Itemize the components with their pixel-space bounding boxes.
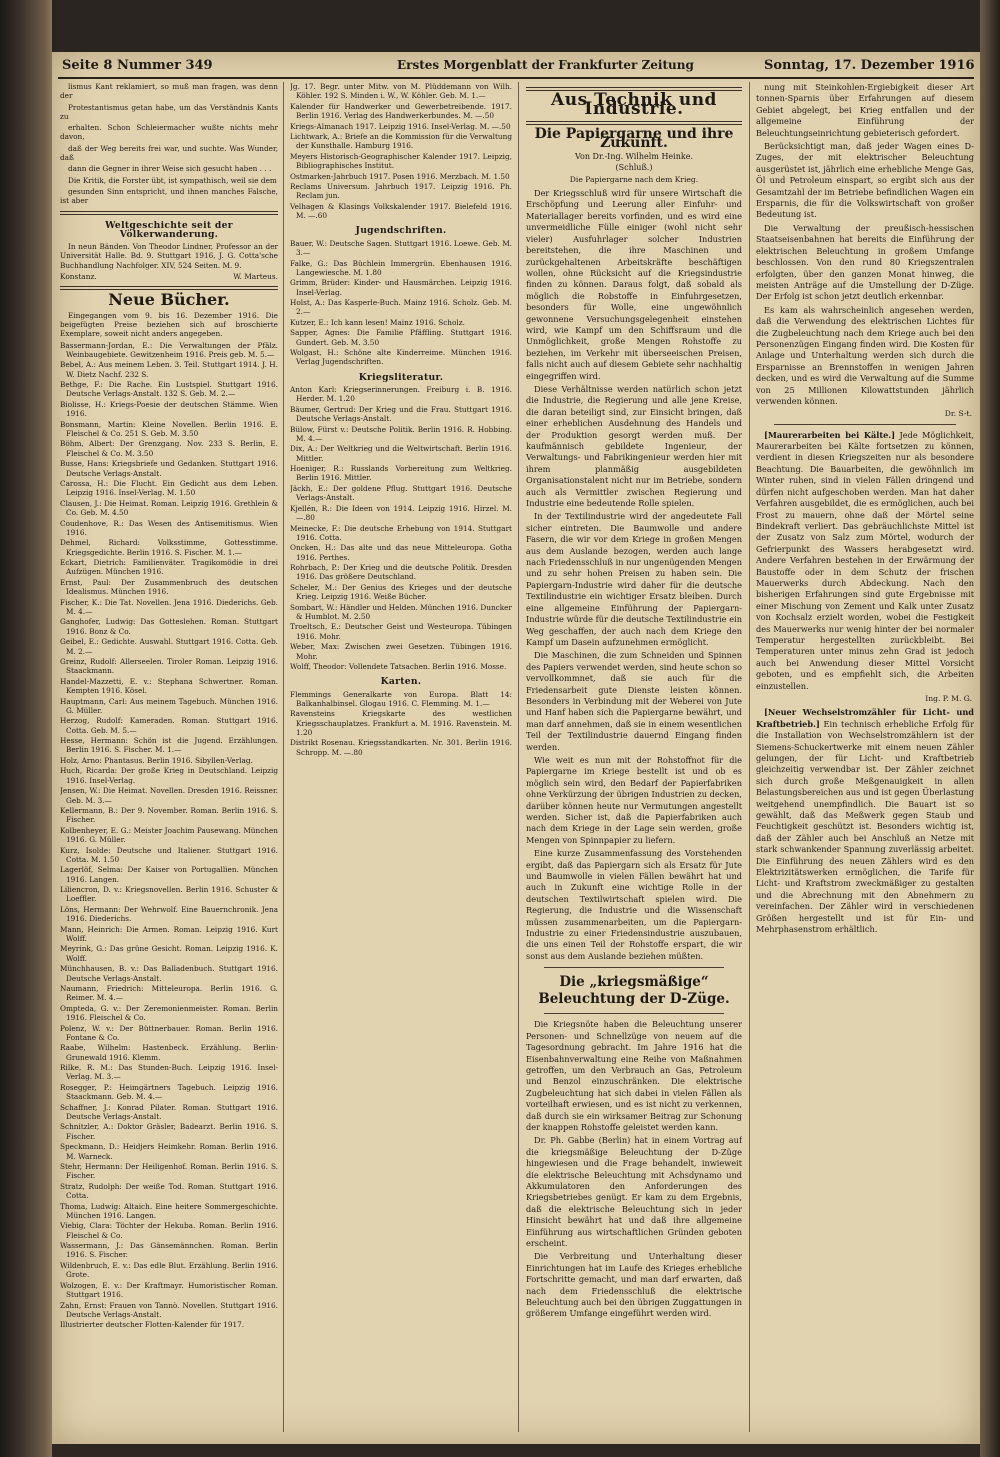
book-entry: Münchhausen, B. v.: Das Balladenbuch. Stuttgart 1916. Deutsche Verlags-Anstalt. <box>60 964 278 983</box>
book-entry: Bauer, W.: Deutsche Sagen. Stuttgart 1916. Loewe. Geb. M. 3.— <box>290 238 512 258</box>
column-rule <box>283 82 284 1432</box>
paragraph: Der Kriegsschluß wird für unsere Wirtschaft die Erschöpfung und Leerung aller Einfuhr- und Materiallager bereits vorfinden, und es wird eine unvermeidliche Fülle einiger (wohl nicht sehr vieler) Ausfuhrlager solcher Industrien bereitstehen, die ihre Maschinen und zurückgehaltenen Arbeitskräfte beschäftigen wollen, ohne Rücksicht auf die Kriegsindustrie finden zu können. Daraus folgt, daß sobald als möglich die Robstoffe in Einfuhrgesetzen, besonders für Wolle, eine ungewöhnlich gewonnene Versuchungsgelegenheit einstehen wird, wie Kampf um den Schiffsraum und die Unmöglichkeit, große Mengen Rohstoffe zu beziehen, im Verkehr mit überseeischen Preisen, falls nicht auch auf diesem Gebiete sehr nachhaltig eingegriffen wird. <box>526 188 742 381</box>
book-entry: Coudenhove, R.: Das Wesen des Antisemitismus. Wien 1916. <box>60 518 278 537</box>
book-entry: Jg. 17. Begr. unter Mitw. von M. Plüddemann von Wilh. Köhler. 192 S. Minden i. W., W. Köhler. Geb. M. 1.— <box>290 82 512 101</box>
book-entry: Weber, Max: Zwischen zwei Gesetzen. Tübingen 1916. Mohr. <box>290 642 512 661</box>
book-entry: Fischer, K.: Die Tat. Novellen. Jena 1916. Diederichs. Geb. M. 4.— <box>60 597 278 616</box>
book-entry: Velhagen & Klasings Volkskalender 1917. Bielefeld 1916. M. —.60 <box>290 201 512 221</box>
book-entry: Hauptmann, Carl: Aus meinem Tagebuch. München 1916. G. Müller. <box>60 696 278 715</box>
paragraph: Eine kurze Zusammenfassung des Vorstehenden ergibt, daß das Papiergarn sich als Ersatz für Jute und Baumwolle in vielen Fällen bewährt hat und auch in Zukunft eine wichtige Rolle in der deutschen Textilwirtschaft spielen wird. Die Regierung, die Industrie und die Wissenschaft müssen zusammenarbeiten, um die Papiergarn-Industrie zu einer Friedensindustrie auszubauen, die uns einen Teil der Rohstoffe erspart, die wir sonst aus dem Auslande beziehen müßten. <box>526 848 742 961</box>
column-4 <box>756 82 974 1434</box>
book-list <box>290 82 512 220</box>
book-entry: Rosegger, P.: Heimgärtners Tagebuch. Leipzig 1916. Staackmann. Geb. M. 4.— <box>60 1082 278 1102</box>
column-2 <box>290 82 512 1434</box>
paragraph: Berücksichtigt man, daß jeder Wagen eines D-Zuges, der mit elektrischer Beleuchtung ausgerüstet ist, jährlich eine erhebliche Menge Gas, Öl und Petroleum einspart, so ergibt sich aus der Gesamtzahl der im Betriebe befindlichen Wagen ein Ersparnis, die für die Volkswirtschaft von großer Bedeutung ist. <box>756 141 974 220</box>
text-line: erhalten. Schon Schleiermacher wußte nichts mehr davon, <box>60 123 278 142</box>
section-title-karten: Karten. <box>380 676 422 688</box>
book-entry: Herzog, Rudolf: Kameraden. Roman. Stuttgart 1916. Cotta. Geb. M. 5.— <box>60 716 278 735</box>
book-entry: Busse, Hans: Kriegsbriefe und Gedanken. Stuttgart 1916. Deutsche Verlags-Anstalt. <box>60 459 278 478</box>
article-title-papiergarne: Die Papiergarne und ihre Zukunft. <box>534 125 734 151</box>
paragraph: Die Verbreitung und Unterhaltung dieser Einrichtungen hat im Laufe des Krieges erhebliche Fortschritte gemacht, und man darf erwarten, daß nach dem Friedensschluß die elektrische Beleuchtung auch bei den übrigen Zuggattungen in größerem Umfange eingeführt werden wird. <box>526 1251 742 1319</box>
note-maurerarbeiten <box>756 430 974 692</box>
book-entry: Kolbenheyer, E. G.: Meister Joachim Pausewang. München 1916. G. Müller. <box>60 825 278 845</box>
book-entry: Oncken, H.: Das alte und das neue Mitteleuropa. Gotha 1916. Perthes. <box>290 543 512 562</box>
book-entry: Ostmarken-Jahrbuch 1917. Posen 1916. Merzbach. M. 1.50 <box>290 171 510 181</box>
book-entry: Zahn, Ernst: Frauen von Tannò. Novellen. Stuttgart 1916. Deutsche Verlags-Anstalt. <box>60 1300 278 1319</box>
book-entry: Geibel, E.: Gedichte. Auswahl. Stuttgart 1916. Cotta. Geb. M. 2.— <box>60 637 278 656</box>
book-entry: Wassermann, J.: Das Gänsemännchen. Roman. Berlin 1916. S. Fischer. <box>60 1241 278 1260</box>
page-number-header: Seite 8 Nummer 349 <box>62 58 213 73</box>
book-entry: Reclams Universum. Jahrbuch 1917. Leipzig 1916. Ph. Reclam jun. <box>290 182 512 201</box>
book-entry: Falke, G.: Das Büchlein Immergrün. Ebenhausen 1916. Langewiesche. M. 1.80 <box>290 258 512 277</box>
text-line: dann die Gegner in ihrer Weise sich gesucht haben . . . <box>68 164 272 174</box>
note-title: [Maurerarbeiten bei Kälte.] <box>764 429 896 440</box>
book-entry: Stehr, Hermann: Der Heiligenhof. Roman. Berlin 1916. S. Fischer. <box>60 1162 278 1181</box>
note-title: [Neuer Wechselstromzähler für Licht- und Kraftbetrieb.] <box>756 707 974 729</box>
book-entry: Ompteda, G. v.: Der Zeremonienmeister. Roman. Berlin 1916. Fleischel & Co. <box>60 1003 278 1023</box>
paragraph: nung mit Steinkohlen-Ergiebigkeit dieser Art tonnen-Sparnis über Erfahrungen auf diesem Gebiet abgelegt, bei Krieg entfallen und der allgemeine Einführung der Beleuchtungseinrichtung gebieterisch gefordert. <box>756 82 974 138</box>
article-body <box>756 82 974 407</box>
book-entry: Liliencron, D. v.: Kriegsnovellen. Berlin 1916. Schuster & Loeffler. <box>60 885 278 904</box>
book-entry: Bebel, A.: Aus meinem Leben. 3. Teil. Stuttgart 1914. J. H. W. Dietz Nachf. 232 S. <box>60 360 278 379</box>
book-entry: Thoma, Ludwig: Altaich. Eine heitere Sommergeschichte. München 1916. Langen. <box>60 1201 278 1220</box>
book-entry: Anton Karl: Kriegserinnerungen. Freiburg i. B. 1916. Herder. M. 1.20 <box>290 385 512 404</box>
book-entry: Distrikt Rosenau. Kriegsstandkarten. Nr. 301. Berlin 1916. Schropp. M. —.80 <box>290 738 512 757</box>
book-entry: Schaffner, J.: Konrad Pilater. Roman. Stuttgart 1916. Deutsche Verlags-Anstalt. <box>60 1102 278 1121</box>
book-entry: Greinz, Rudolf: Allerseelen. Tiroler Roman. Leipzig 1916. Staackmann. <box>60 657 278 676</box>
text-line: Die Kritik, die Forster übt, ist sympathisch, weil sie dem <box>68 175 277 185</box>
book-entry: Kutzer, E.: Ich kann lesen! Mainz 1916. Scholz. <box>290 317 465 327</box>
book-entry: Viebig, Clara: Töchter der Hekuba. Roman. Berlin 1916. Fleischel & Co. <box>60 1221 278 1240</box>
book-entry: Böhm, Albert: Der Grenzgang. Nov. 233 S. Berlin, E. Fleischel & Co. M. 3.50 <box>60 439 278 458</box>
column-rule <box>749 82 750 1432</box>
header-rule <box>58 77 974 79</box>
date-header: Sonntag, 17. Dezember 1916 <box>764 58 975 73</box>
book-entry: Carossa, H.: Die Flucht. Ein Gedicht aus dem Leben. Leipzig 1916. Insel-Verlag. M. 1.50 <box>60 479 278 498</box>
newspaper-page <box>52 52 980 1444</box>
book-list <box>290 690 512 757</box>
paragraph: Diese Verhältnisse werden natürlich schon jetzt die Industrie, die Regierung und alle jene Kreise, die daran beteiligt sind, zur Einsicht bringen, daß einer erheblichen Ausdehnung des Handels und der Produktion gesorgt werden muß. Der kaufmännisch gebildete Ingenieur, der Verwaltungs- und Fabrikingenieur werden hier mit ihrem planmäßig ausgebildeten Organisationstalent nicht nur im Betriebe, sondern auch als Vermittler zwischen Regierung und Industrie eine bedeutende Rolle spielen. <box>526 383 742 509</box>
intro-text-block <box>60 82 278 206</box>
text-line: Protestantismus getan habe, um das Verständnis Kants zu <box>60 102 278 121</box>
article-author: Von Dr.-Ing. Wilhelm Heinke. <box>575 152 693 162</box>
book-entry: Bäumer, Gertrud: Der Krieg und die Frau. Stuttgart 1916. Deutsche Verlags-Anstalt. <box>290 404 512 424</box>
section-divider <box>60 211 278 215</box>
book-entry: Scheler, M.: Der Genius des Krieges und der deutsche Krieg. Leipzig 1916. Weiße Bücher. <box>290 582 512 602</box>
book-entry: Sombart, W.: Händler und Helden. München 1916. Duncker & Humblot. M. 2.50 <box>290 602 512 621</box>
book-entry: Grimm, Brüder: Kinder- und Hausmärchen. Leipzig 1916. Insel-Verlag. <box>290 278 512 297</box>
neue-buecher-intro: Eingegangen vom 9. bis 16. Dezember 1916. Die beigefügten Preise beziehen sich auf broschierte Exemplare, soweit nicht anders angegeben. <box>60 310 278 339</box>
book-entry: Handel-Mazzetti, E. v.: Stephana Schwertner. Roman. Kempten 1916. Kösel. <box>60 676 278 696</box>
book-list <box>290 239 512 367</box>
book-entry: Lagerlöf, Selma: Der Kaiser von Portugallien. München 1916. Langen. <box>60 865 278 884</box>
signature-author: W. Marteus. <box>233 272 278 282</box>
article-body <box>526 188 742 962</box>
book-entry: Bassermann-Jordan, E.: Die Verwaltungen der Pfälz. Weinbaugebiete. Gewitzenheim 1916. Preis geb. M. 5.— <box>60 340 278 359</box>
book-entry: Ravensteins Kriegskarte des westlichen Kriegsschauplatzes. Frankfurt a. M. 1916. Ravenstein. M. 1.20 <box>290 709 512 737</box>
book-entry: Wolzogen, E. v.: Der Kraftmayr. Humoristischer Roman. Stuttgart 1916. <box>60 1280 278 1300</box>
book-entry: Kurz, Isolde: Deutsche und Italiener. Stuttgart 1916. Cotta. M. 1.50 <box>60 845 278 864</box>
column-3 <box>526 82 742 1434</box>
book-entry: Hesse, Hermann: Schön ist die Jugend. Erzählungen. Berlin 1916. S. Fischer. M. 1.— <box>60 736 278 755</box>
book-entry: Bethge, F.: Die Rache. Ein Lustspiel. Stuttgart 1916. Deutsche Verlags-Anstalt. 132 S. Geb. M. 2.— <box>60 380 278 399</box>
paragraph: Dr. Ph. Gabbe (Berlin) hat in einem Vortrag auf die kriegsmäßige Beleuchtung der D-Züge hingewiesen und die Frage behandelt, inwieweit die elektrische Beleuchtung mit Achsdynamo und Akkumulatoren den Anforderungen des Kriegsbetriebes genügt. Er kam zu dem Ergebnis, daß die elektrische Beleuchtung sich in jeder Hinsicht bewährt hat und daß ihre allgemeine Einführung aus wirtschaftlichen Gründen geboten erscheint. <box>526 1135 742 1249</box>
book-entry: Eckart, Dietrich: Familienväter. Tragikomödie in drei Aufzügen. München 1916. <box>60 558 278 577</box>
book-entry: Illustrierter deutscher Flotten-Kalender für 1917. <box>60 1320 245 1330</box>
article-body <box>526 1019 742 1320</box>
article-divider <box>544 1013 724 1014</box>
book-entry: Jäckh, E.: Der goldene Pflug. Stuttgart 1916. Deutsche Verlags-Anstalt. <box>290 483 512 503</box>
book-entry: Ernst, Paul: Der Zusammenbruch des deutschen Idealismus. München 1916. <box>60 577 278 597</box>
book-entry: Naumann, Friedrich: Mitteleuropa. Berlin 1916. G. Reimer. M. 4.— <box>60 984 278 1003</box>
text-line: gesunden Sinn entspricht, und ihnen manches Falsche, ist aber <box>60 186 278 206</box>
column-1 <box>60 82 278 1434</box>
article-part-note: (Schluß.) <box>615 163 653 173</box>
book-entry: Polenz, W. v.: Der Büttnerbauer. Roman. Berlin 1916. Fontane & Co. <box>60 1023 278 1042</box>
note-text: Jede Möglichkeit, Maurerarbeiten bei Kälte fortsetzen zu können, verdient in diesen Kriegszeiten nur als besondere Beachtung. Die Bauarbeiten, die gewöhnlich im Winter ruhen, sind in vielen Fällen dringend und dürfen nicht aufgeschoben werden. Man hat daher Verfahren ausgebildet, die es ermöglichen, auch bei Frost zu mauern, ohne daß der Mörtel seine Bindekraft verliert. Das gebräuchlichste Mittel ist der Zusatz von Salz zum Mörtel, wodurch der Gefrierpunkt des Wassers herabgesetzt wird. Andere Verfahren bestehen in der Erwärmung der Baustoffe oder in dem Schutz der frischen Mauerwerks durch Abdeckung. Nach den bisherigen Erfahrungen sind gute Ergebnisse mit einer Mischung von Zement und Kalk unter Zusatz von Kochsalz erzielt worden, wobei die Festigkeit des Mauerwerks nur wenig hinter der bei normaler Temperatur hergestellten zurückbleibt. Bei Temperaturen unter minus zehn Grad ist jedoch auch bei Anwendung dieser Mittel Vorsicht geboten, und es empfiehlt sich, die Arbeiten einzustellen. <box>756 429 974 691</box>
article-divider <box>774 424 956 425</box>
book-entry: Kellermann, B.: Der 9. November. Roman. Berlin 1916. S. Fischer. <box>60 805 278 825</box>
book-entry: Bülow, Fürst v.: Deutsche Politik. Berlin 1916. R. Hobbing. M. 4.— <box>290 424 512 443</box>
book-entry: Löns, Hermann: Der Wehrwolf. Eine Bauernchronik. Jena 1916. Diederichs. <box>60 904 278 924</box>
book-entry: Meyers Historisch-Geographischer Kalender 1917. Leipzig, Bibliographisches Institut. <box>290 151 512 171</box>
article-divider <box>544 967 724 968</box>
book-entry: Kriegs-Almanach 1917. Leipzig 1916. Insel-Verlag. M. —.50 <box>290 121 511 131</box>
section-title-kriegsliteratur: Kriegsliteratur. <box>358 371 444 383</box>
book-entry: Dix, A.: Der Weltkrieg und die Weltwirtschaft. Berlin 1916. Mittler. <box>290 444 512 463</box>
paragraph: Die Kriegsnöte haben die Beleuchtung unserer Personen- und Schnellzüge von neuem auf die Tagesordnung gebracht. Im Jahre 1916 hat die Eisenbahnverwaltung eine Reihe von Maßnahmen getroffen, um den Verbrauch an Gas, Petroleum und Benzol einzuschränken. Die elektrische Zugbeleuchtung hat sich dabei in vielen Fällen als vorteilhaft erwiesen, und es ist nicht zu verkennen, daß durch sie ein wirksamer Beitrag zur Schonung der knappen Rohstoffe geleistet werden kann. <box>526 1019 742 1132</box>
section-title-technik: Aus Technik und Industrie. <box>551 90 717 120</box>
section-title-jugendschriften: Jugendschriften. <box>355 225 447 237</box>
book-list <box>290 385 512 671</box>
book-entry: Holz, Arno: Phantasus. Berlin 1916. Sibyllen-Verlag. <box>60 755 253 765</box>
book-entry: Clausen, J.: Die Heimat. Roman. Leipzig 1916. Grethlein & Co. Geb. M. 4.50 <box>60 498 278 518</box>
book-entry: Holst, A.: Das Kasperle-Buch. Mainz 1916. Scholz. Geb. M. 2.— <box>290 298 512 317</box>
paragraph: Die Maschinen, die zum Schneiden und Spinnen des Papiers verwendet werden, sind heute schon so vervollkommnet, daß sie auch für die Friedensarbeit gute Dienste leisten können. Besonders in Verbindung mit der Weberei von Jute und Hanf haben sich die Papiergarne bewährt, und man darf annehmen, daß sie in einem wesentlichen Teil der Textilindustrie dauernd Eingang finden werden. <box>526 650 742 752</box>
column-rule <box>518 82 519 1432</box>
signature-line <box>60 272 278 281</box>
book-list <box>60 341 278 1330</box>
book-entry: Raabe, Wilhelm: Hastenbeck. Erzählung. Berlin-Grunewald 1916. Klemm. <box>60 1043 278 1062</box>
text-line: daß der Weg bereits frei war, und suchte. Was Wunder, daß <box>60 143 278 163</box>
newspaper-title-header: Erstes Morgenblatt der Frankfurter Zeitung <box>397 58 694 72</box>
text-line: lismus Kant reklamiert, so muß man fragen, was denn der <box>60 82 278 101</box>
book-entry: Wolgast, H.: Schöne alte Kinderreime. München 1916. Verlag Jugendschriften. <box>290 348 512 367</box>
book-entry: Schnitzler, A.: Doktor Gräsler, Badearzt. Berlin 1916. S. Fischer. <box>60 1122 278 1141</box>
book-citation: In neun Bänden. Von Theodor Lindner, Professor an der Universität Halle. Bd. 9. Stuttgart 1916, J. G. Cotta'sche Buchhandlung Nachfolger. XIV, 524 Seiten. M. 9. <box>60 242 278 270</box>
book-binding-edge <box>0 0 52 1457</box>
book-entry: Rohrbach, P.: Der Krieg und die deutsche Politik. Dresden 1916. Das größere Deutschland. <box>290 563 512 582</box>
book-entry: Biolisse, H.: Kriegs-Poesie der deutschen Stämme. Wien 1916. <box>60 399 278 419</box>
book-entry: Rilke, R. M.: Das Stunden-Buch. Leipzig 1916. Insel-Verlag. M. 3.— <box>60 1063 278 1082</box>
note-wechselstromzaehler <box>756 707 974 935</box>
book-entry: Dehmel, Richard: Volksstimme, Gottesstimme. Kriegsgedichte. Berlin 1916. S. Fischer. M. 1.— <box>60 538 278 557</box>
book-entry: Meinecke, F.: Die deutsche Erhebung von 1914. Stuttgart 1916. Cotta. <box>290 523 512 542</box>
book-entry: Huch, Ricarda: Der große Krieg in Deutschland. Leipzig 1916. Insel-Verlag. <box>60 766 278 785</box>
paragraph: Es kam als wahrscheinlich angesehen werden, daß die Verwendung des elektrischen Lichtes für die Zugbeleuchtung nach dem Kriege auch bei den Personenzügen Eingang finden wird. Die Kosten für Anlage und Unterhaltung werden sich durch die Ersparnisse an Brennstoffen in wenigen Jahren decken, und es wird die Verwaltung auf die Summe von 25 Millionen Kilowattstunden jährlich verwenden können. <box>756 304 974 406</box>
signature-place: Konstanz. <box>60 272 97 282</box>
book-entry: Flemmings Generalkarte von Europa. Blatt 14: Balkanhalbinsel. Glogau 1916. C. Flemming. M. 1.— <box>290 689 512 708</box>
book-entry: Kalender für Handwerker und Gewerbetreibende. 1917. Berlin 1916. Verlag des Handwerkerbundes. M. —.50 <box>290 101 512 121</box>
note-text: Ein technisch erhebliche Erfolg für die Installation von Wechselstromzählern ist der Siemens-Schuckertwerke mit einem neuen Zähler gelungen, der für Licht- und Kraftbetrieb gleichzeitig verwendbar ist. Der Zähler zeichnet sich durch große Meßgenauigkeit in allen Belastungsbereichen aus und ist gegen Überlastung weitgehend unempfindlich. Die Bauart ist so gewählt, daß das Meßwerk gegen Staub und Feuchtigkeit geschützt ist. Besonders wichtig ist, daß der Zähler auch bei Anschluß an Netze mit stark schwankender Spannung zuverlässig arbeitet. Die Einführung des neuen Zählers wird es den Elektrizitätswerken ermöglichen, die Tarife für Licht- und Kraftstrom zweckmäßiger zu gestalten und die Abrechnung mit den Abnehmern zu vereinfachen. Der Zähler wird in verschiedenen Größen hergestellt und ist für Ein- und Mehrphasenstrom erhältlich. <box>756 718 974 935</box>
book-entry: Hoeniger, R.: Russlands Vorbereitung zum Weltkrieg. Berlin 1916. Mittler. <box>290 464 512 483</box>
book-entry: Wildenbruch, E. v.: Das edle Blut. Erzählung. Berlin 1916. Grote. <box>60 1260 278 1280</box>
book-entry: Lichtwark, A.: Briefe an die Kommission für die Verwaltung der Kunsthalle. Hamburg 1916. <box>290 132 512 151</box>
section-title-neue-buecher: Neue Bücher. <box>108 290 230 310</box>
page-right-edge <box>980 0 1000 1457</box>
book-entry: Bonsmann, Martin: Kleine Novellen. Berlin 1916. E. Fleischel & Co. 251 S. Geb. M. 3.50 <box>60 419 278 438</box>
article-title-beleuchtung: Die „kriegsmäßige“ Beleuchtung der D-Züge. <box>538 974 730 1008</box>
book-entry: Kjellén, R.: Die Ideen von 1914. Leipzig 1916. Hirzel. M. —.80 <box>290 503 512 523</box>
book-entry: Stratz, Rudolph: Der weiße Tod. Roman. Stuttgart 1916. Cotta. <box>60 1181 278 1201</box>
page-bottom-edge <box>52 1444 980 1457</box>
book-entry: Meyrink, G.: Das grüne Gesicht. Roman. Leipzig 1916. K. Wolff. <box>60 944 278 963</box>
signature: Ing. P. M. G. <box>925 694 972 704</box>
book-entry: Ganghofer, Ludwig: Das Gotteslehen. Roman. Stuttgart 1916. Bonz & Co. <box>60 617 278 636</box>
book-entry: Jensen, W.: Die Heimat. Novellen. Dresden 1916. Reissner. Geb. M. 3.— <box>60 786 278 805</box>
article-kicker: Die Papiergarne nach dem Krieg. <box>569 174 699 184</box>
book-entry: Sapper, Agnes: Die Familie Pfäffling. Stuttgart 1916. Gundert. Geb. M. 3.50 <box>290 328 512 347</box>
paragraph: Die Verwaltung der preußisch-hessischen Staatseisenbahnen hat bereits die Einführung der elektrischen Beleuchtung in großem Umfange beschlossen. Von den rund 80 Kriegszentralen erfolgten, über den ganzen Monat hinweg, die meisten Anträge auf die Umstellung der D-Züge. Der Erfolg ist schon jetzt deutlich erkennbar. <box>756 222 974 302</box>
signature: Dr. S-t. <box>944 409 972 419</box>
book-entry: Wolff, Theodor: Vollendete Tatsachen. Berlin 1916. Mosse. <box>290 661 507 671</box>
section-divider <box>526 121 742 125</box>
paragraph: Wie weit es nun mit der Rohstoffnot für die Papiergarne im Kriege bestellt ist und ob es möglich sein wird, den Bedarf der Papierfabriken ohne Verkürzung der übrigen Industrien zu decken, darüber können heute nur Vermutungen angestellt werden. Sicher ist, daß die Papierfabriken auch nach dem Kriege in der Lage sein werden, große Mengen von Spinnpapier zu liefern. <box>526 754 742 845</box>
book-entry: Mann, Heinrich: Die Armen. Roman. Leipzig 1916. Kurt Wolff. <box>60 924 278 943</box>
paragraph: In der Textilindustrie wird der angedeutete Fall sicher eintreten. Die Baumwolle und andere Fasern, die wir vor dem Kriege in großen Mengen aus dem Auslande bezogen, werden auch lange nach Friedensschluß in nur ungenügenden Mengen und zu sehr hohen Preisen zu haben sein. Die Papiergarn-Industrie wird daher für die deutsche Textilindustrie ein wichtiger Ersatz bleiben. Durch eine allgemeine Einführung der Papiergarn-Industrie würde für die deutsche Textilindustrie ein Weg geschaffen, der auch nach dem Kriege den Kampf um Dasein aufzunehmen ermöglicht. <box>526 511 742 647</box>
book-entry: Troeltsch, E.: Deutscher Geist und Westeuropa. Tübingen 1916. Mohr. <box>290 622 512 641</box>
book-entry: Speckmann, D.: Heidjers Heimkehr. Roman. Berlin 1916. M. Warneck. <box>60 1142 278 1161</box>
section-title-weltgeschichte: Weltgeschichte seit der Völkerwanderung. <box>105 219 233 240</box>
